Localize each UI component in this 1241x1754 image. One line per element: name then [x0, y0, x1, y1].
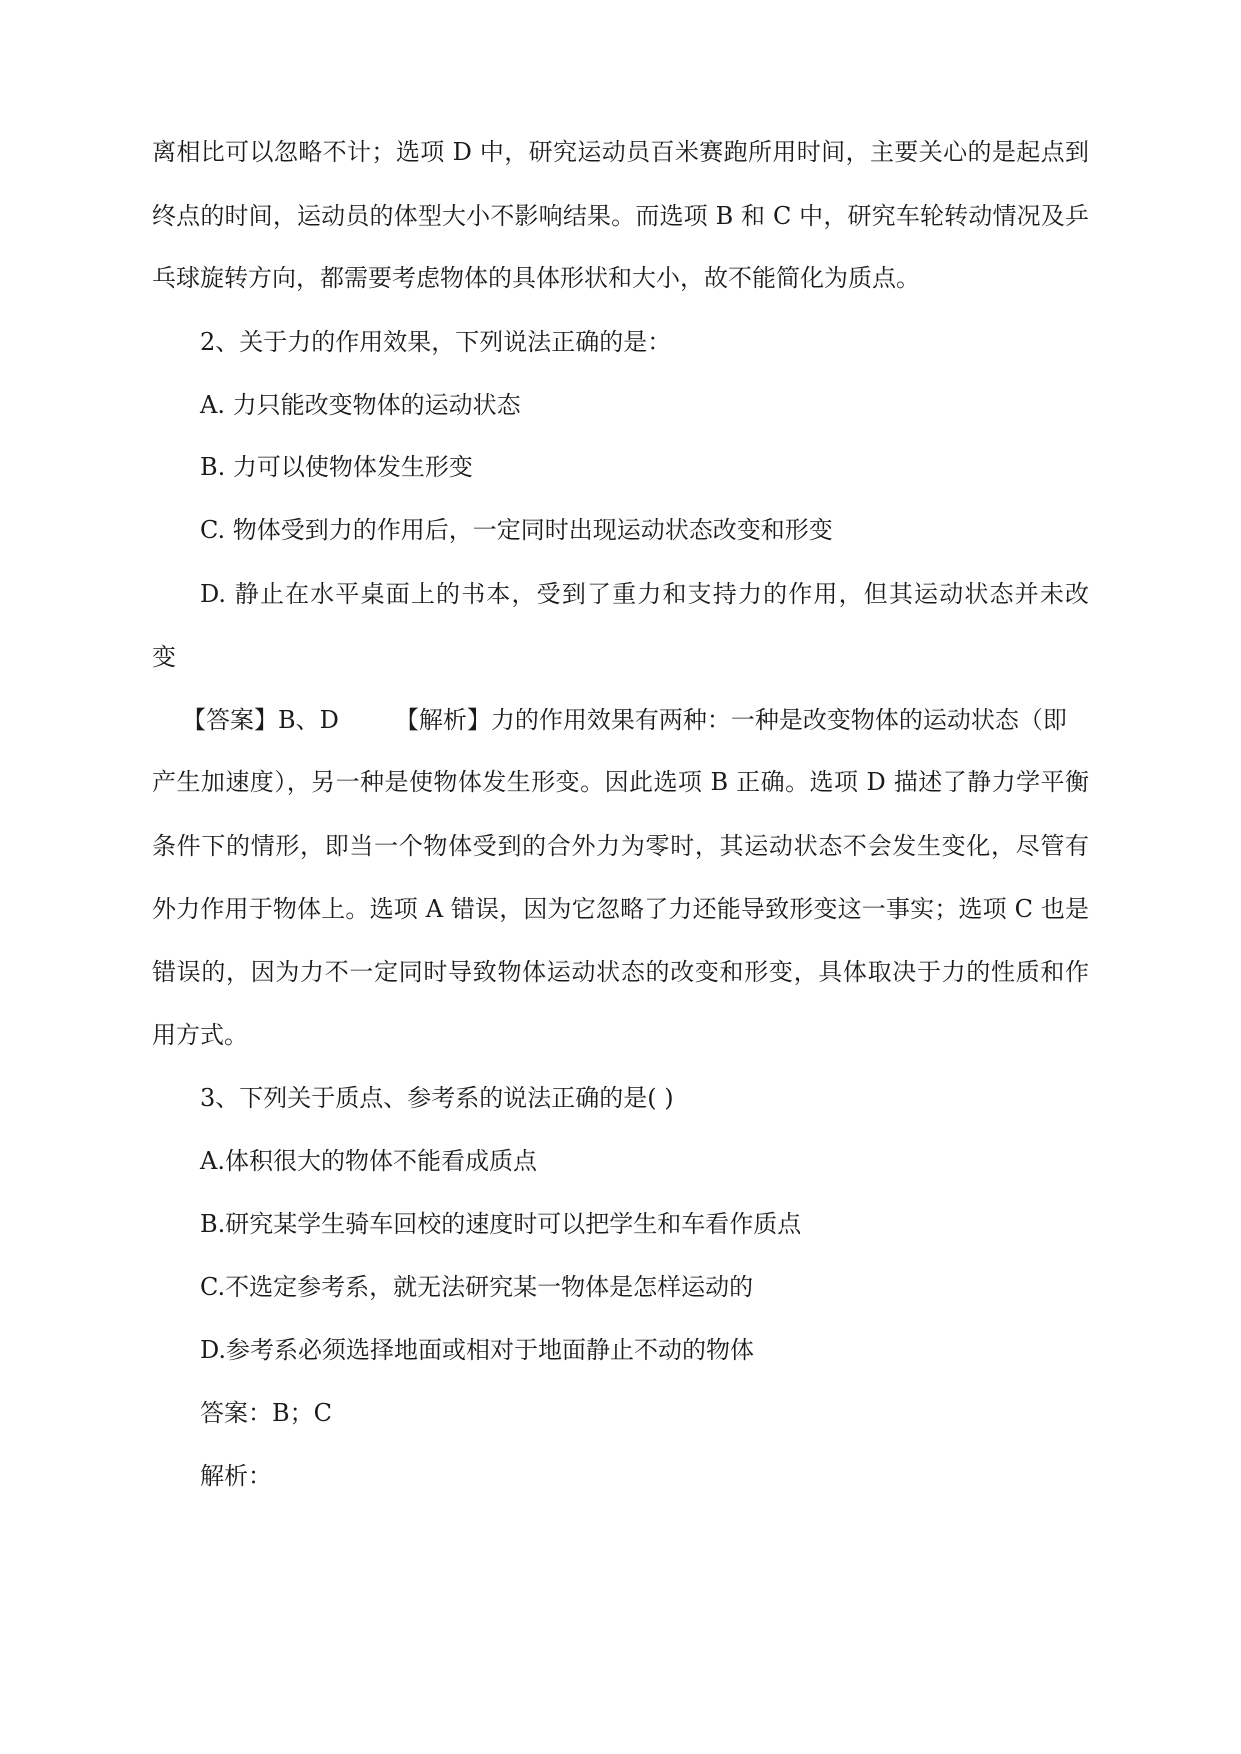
analysis-line: 错误的，因为力不一定同时导致物体运动状态的改变和形变，具体取决于力的性质和作: [152, 958, 1089, 986]
question-2-answer-line: [182, 704, 1089, 736]
question-2-analysis-start: 【解析】力的作用效果有两种：一种是改变物体的运动状态（即: [394, 706, 1067, 734]
question-2-option-a: A. 力只能改变物体的运动状态: [200, 391, 521, 419]
question-3-option-c: C.不选定参考系，就无法研究某一物体是怎样运动的: [200, 1273, 754, 1301]
question-2-option-d-continued: 变: [152, 643, 176, 671]
question-3-option-a: A.体积很大的物体不能看成质点: [200, 1147, 537, 1175]
question-2-option-d: D. 静止在水平桌面上的书本，受到了重力和支持力的作用，但其运动状态并未改: [200, 580, 1089, 608]
question-3-option-b: B.研究某学生骑车回校的速度时可以把学生和车看作质点: [200, 1210, 802, 1238]
paragraph-line: 乓球旋转方向，都需要考虑物体的具体形状和大小，故不能简化为质点。: [152, 264, 920, 292]
question-2-option-b: B. 力可以使物体发生形变: [200, 453, 473, 481]
paragraph-line: 终点的时间，运动员的体型大小不影响结果。而选项 B 和 C 中，研究车轮转动情况及乒: [152, 202, 1089, 230]
question-2-stem: 2、关于力的作用效果，下列说法正确的是：: [200, 328, 672, 356]
analysis-line: 外力作用于物体上。选项 A 错误，因为它忽略了力还能导致形变这一事实；选项 C 也是: [152, 895, 1089, 923]
question-2-option-c: C. 物体受到力的作用后，一定同时出现运动状态改变和形变: [200, 516, 833, 544]
paragraph-line: 离相比可以忽略不计；选项 D 中，研究运动员百米赛跑所用时间，主要关心的是起点到: [152, 138, 1089, 166]
question-2-answer: 【答案】B、D: [182, 706, 339, 734]
question-3-option-d: D.参考系必须选择地面或相对于地面静止不动的物体: [200, 1336, 755, 1364]
question-3-analysis-label: 解析：: [200, 1462, 272, 1490]
analysis-line: 用方式。: [152, 1021, 248, 1049]
question-3-stem: 3、下列关于质点、参考系的说法正确的是( ): [200, 1084, 674, 1112]
question-3-answer: 答案：B；C: [200, 1399, 332, 1427]
analysis-line: 条件下的情形，即当一个物体受到的合外力为零时，其运动状态不会发生变化，尽管有: [152, 832, 1089, 860]
analysis-line: 产生加速度），另一种是使物体发生形变。因此选项 B 正确。选项 D 描述了静力学平衡: [152, 768, 1089, 796]
